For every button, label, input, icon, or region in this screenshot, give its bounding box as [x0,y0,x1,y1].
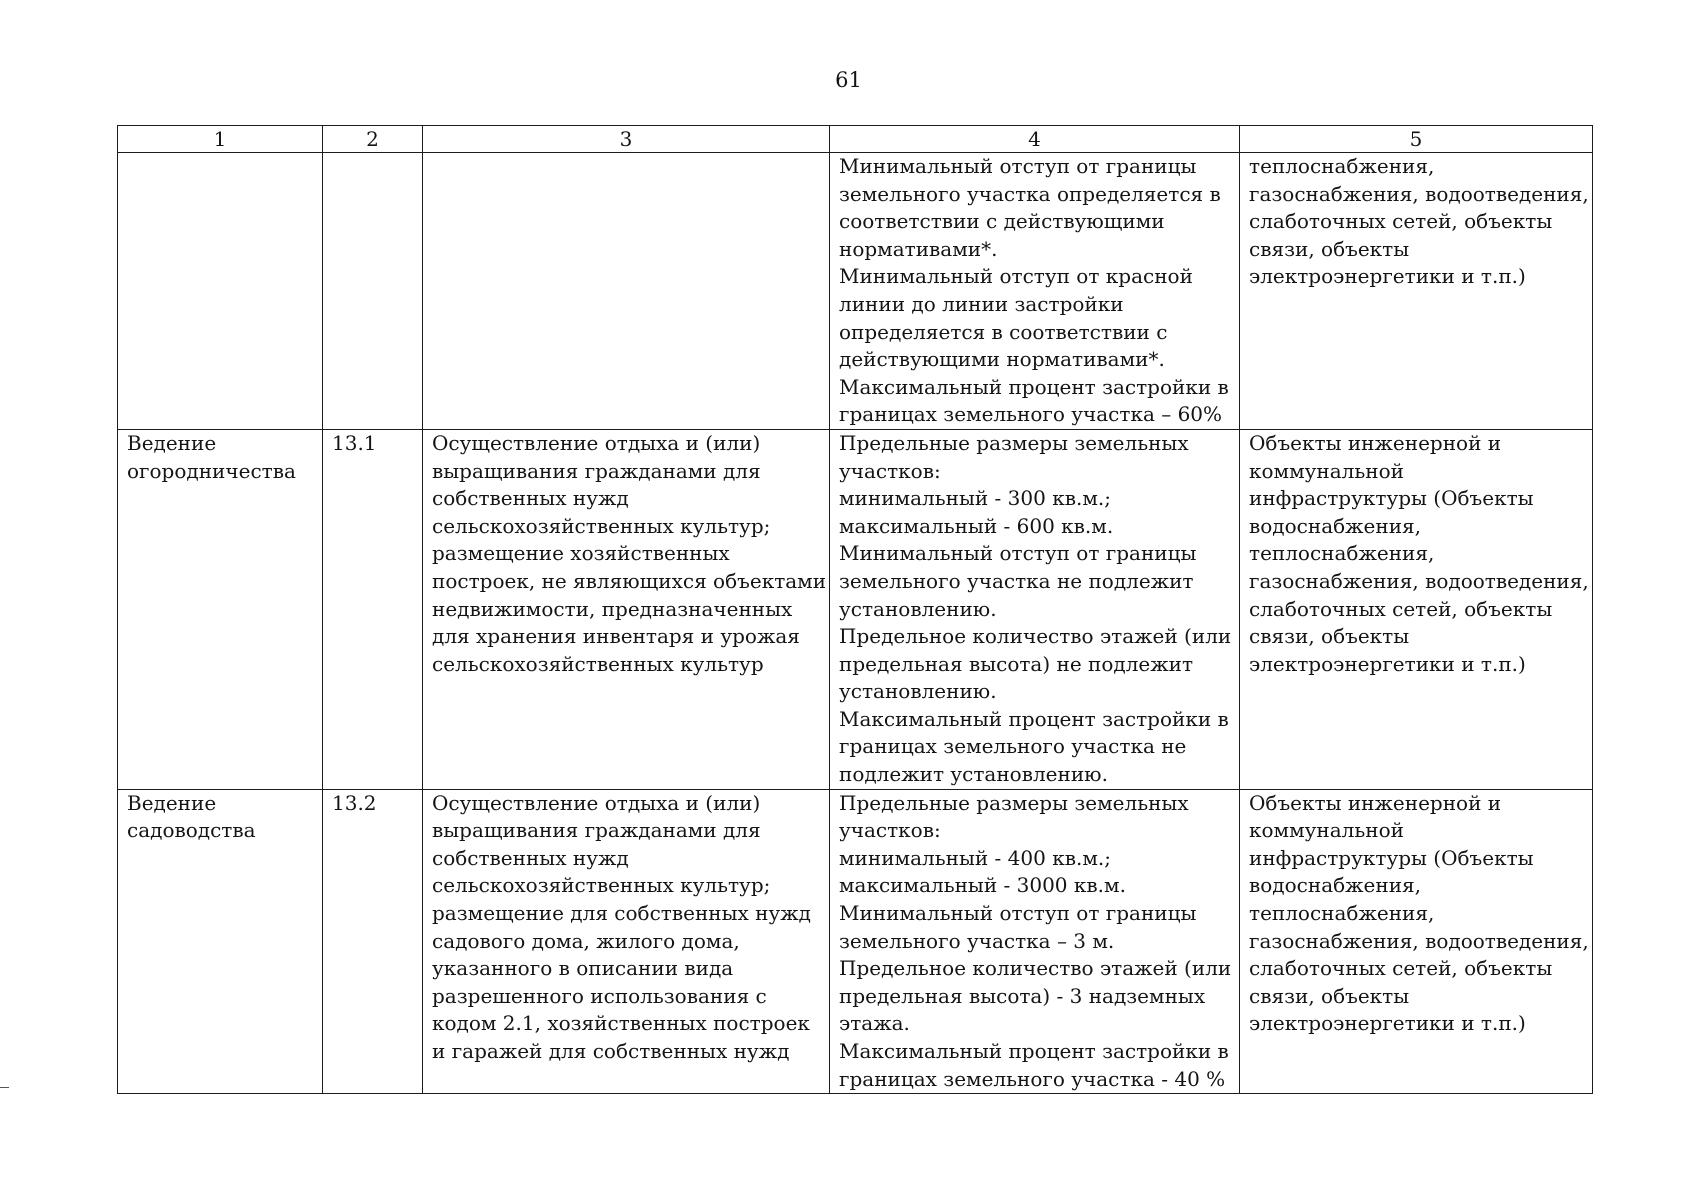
cell-text-line: выращивания гражданами для [432,818,761,843]
cell-text-line: земельного участка не подлежит [839,568,1194,593]
cell-text-line: границах земельного участка - 40 % [839,1066,1226,1091]
cell-text-line: выращивания гражданами для [432,458,761,483]
cell-text-line: коммунальной [1249,458,1404,483]
cell-text-line: предельная высота) не подлежит [839,651,1194,676]
cell-text-line: теплоснабжения, [1249,541,1435,566]
cell-text-line: садоводства [127,818,256,843]
cell-text-line: Максимальный процент застройки в [839,706,1229,731]
cell-text-line: земельного участка – 3 м. [839,928,1115,953]
cell-text-line: Объекты инженерной и [1249,790,1502,815]
parameters-cell [830,789,1240,1094]
cell-text-line: сельскохозяйственных культур; [432,513,771,538]
cell-text-line: Предельные размеры земельных [839,430,1189,455]
cell-text-line: определяется в соответствии с [839,319,1168,344]
cell-text-line: соответствии с действующими [839,209,1165,234]
cell-text-line: слаботочных сетей, объекты [1249,956,1553,981]
cell-text-line: недвижимости, предназначенных [432,596,793,621]
use-description-cell [423,789,830,1094]
cell-text-line: участков: [839,458,941,483]
cell-text-line: максимальный - 600 кв.м. [839,513,1114,538]
cell-text-line: связи, объекты [1249,236,1410,261]
cell-text-line: кодом 2.1, хозяйственных построек [432,1011,810,1036]
cell-text-line: Максимальный процент застройки в [839,1039,1229,1063]
cell-text-line: водоснабжения, [1249,513,1422,538]
cell-text-line: 13.2 [332,790,377,815]
cell-text-line: газоснабжения, водоотведения, [1249,568,1589,593]
scan-margin-mark [0,1087,9,1088]
cell-text-line: инфраструктуры (Объекты [1249,486,1534,511]
cell-text-line: минимальный - 300 кв.м.; [839,486,1111,511]
column-header: 5 [1240,126,1593,153]
cell-text-line: размещение для собственных нужд [432,901,811,926]
use-description-cell [423,153,830,430]
cell-text-line: Предельное количество этажей (или [839,624,1232,649]
use-name-cell [118,429,323,789]
cell-text-line: электроэнергетики и т.п.) [1249,1011,1526,1036]
cell-text-line: собственных нужд [432,845,629,870]
cell-text-line: для хранения инвентаря и урожая [432,624,800,649]
cell-text-line: указанного в описании вида [432,956,734,981]
cell-text-line: действующими нормативами*. [839,347,1165,372]
cell-text-line: предельная высота) - 3 надземных [839,983,1206,1008]
cell-text-line: Осуществление отдыха и (или) [432,430,761,455]
use-code-cell [323,153,423,430]
use-name-cell [118,789,323,1094]
land-use-table [117,125,1593,1094]
cell-text-line: границах земельного участка не [839,734,1187,759]
allowed-objects-cell [1240,153,1593,430]
cell-text-line: Ведение [127,790,217,815]
cell-text-line: участков: [839,818,941,843]
cell-text-line: теплоснабжения, [1249,901,1435,926]
cell-text-line: минимальный - 400 кв.м.; [839,845,1111,870]
cell-text-line: садового дома, жилого дома, [432,928,740,953]
cell-text-line: газоснабжения, водоотведения, [1249,181,1589,206]
cell-text-line: Предельное количество этажей (или [839,956,1232,981]
cell-text-line: Минимальный отступ от границы [839,901,1197,926]
use-name-cell [118,153,323,430]
column-header: 3 [423,126,830,153]
cell-text-line: слаботочных сетей, объекты [1249,209,1553,234]
header-row [118,126,1593,153]
cell-text-line: Осуществление отдыха и (или) [432,790,761,815]
cell-text-line: нормативами*. [839,236,998,261]
cell-text-line: построек, не являющихся объектами [432,568,827,593]
cell-text-line: электроэнергетики и т.п.) [1249,651,1526,676]
cell-text-line: инфраструктуры (Объекты [1249,845,1534,870]
cell-text-line: Предельные размеры земельных [839,790,1189,815]
cell-text-line: размещение хозяйственных [432,541,730,566]
cell-text-line: Минимальный отступ от границы [839,541,1197,566]
cell-text-line: линии до линии застройки [839,291,1124,316]
cell-text-line: огородничества [127,458,296,483]
cell-text-line: Минимальный отступ от красной [839,264,1193,289]
cell-text-line: коммунальной [1249,818,1404,843]
table-row [118,789,1593,1094]
use-code-cell [323,429,423,789]
cell-text-line: слаботочных сетей, объекты [1249,596,1553,621]
cell-text-line: водоснабжения, [1249,873,1422,898]
cell-text-line: Ведение [127,430,217,455]
column-header: 4 [830,126,1240,153]
cell-text-line: собственных нужд [432,486,629,511]
cell-text-line: этажа. [839,1011,910,1036]
cell-text-line: связи, объекты [1249,624,1410,649]
cell-text-line: сельскохозяйственных культур; [432,873,771,898]
use-description-cell [423,429,830,789]
allowed-objects-cell [1240,789,1593,1094]
column-header: 2 [323,126,423,153]
cell-text-line: Минимальный отступ от границы [839,154,1197,178]
cell-text-line: связи, объекты [1249,983,1410,1008]
cell-text-line: газоснабжения, водоотведения, [1249,928,1589,953]
table-body [118,153,1593,1094]
cell-text-line: 13.1 [332,430,377,455]
cell-text-line: Объекты инженерной и [1249,430,1502,455]
cell-text-line: и гаражей для собственных нужд [432,1039,790,1063]
page-number: 61 [835,68,862,92]
cell-text-line: сельскохозяйственных культур [432,651,764,676]
cell-text-line: Максимальный процент застройки в [839,374,1229,399]
cell-text-line: подлежит установлению. [839,762,1108,787]
cell-text-line: максимальный - 3000 кв.м. [839,873,1126,898]
allowed-objects-cell [1240,429,1593,789]
cell-text-line: теплоснабжения, [1249,154,1435,178]
cell-text-line: границах земельного участка – 60% [839,402,1223,427]
cell-text-line: установлению. [839,679,997,704]
cell-text-line: разрешенного использования с [432,983,767,1008]
parameters-cell [830,153,1240,430]
table-row [118,429,1593,789]
column-header: 1 [118,126,323,153]
cell-text-line: земельного участка определяется в [839,181,1221,206]
parameters-cell [830,429,1240,789]
use-code-cell [323,789,423,1094]
cell-text-line: установлению. [839,596,997,621]
cell-text-line: электроэнергетики и т.п.) [1249,264,1526,289]
table-row [118,153,1593,430]
